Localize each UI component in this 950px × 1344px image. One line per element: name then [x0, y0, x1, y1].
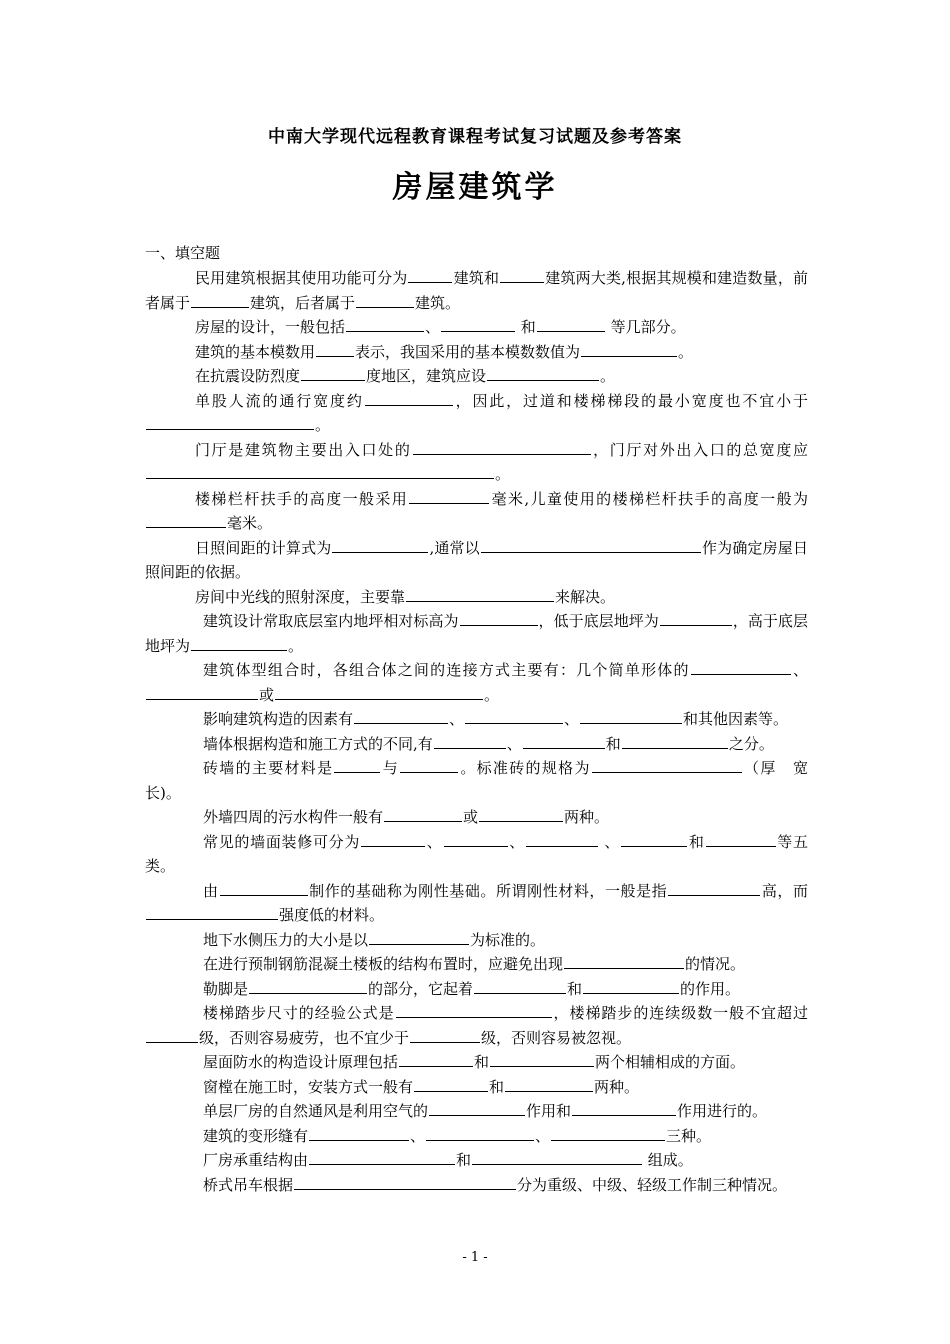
answer-blank: [660, 610, 732, 626]
question-text: 和: [688, 832, 705, 851]
question-text: 三种。: [666, 1126, 712, 1145]
question-text: 或: [259, 685, 275, 704]
answer-blank: [706, 831, 776, 847]
answer-blank: [332, 537, 428, 553]
question-item: [145, 487, 808, 536]
question-text: 建筑。: [415, 293, 461, 312]
answer-blank: [572, 1100, 676, 1116]
answer-blank: [537, 316, 605, 332]
answer-blank: [309, 1149, 455, 1165]
question-text: 制作的基础称为刚性基础。所谓刚性材料，一般是指: [308, 881, 668, 900]
question-text: 、: [410, 1126, 426, 1145]
question-item: [145, 438, 808, 487]
answer-blank: [249, 978, 367, 994]
question-item: [145, 1173, 808, 1198]
answer-blank: [369, 929, 469, 945]
answer-blank: [406, 586, 554, 602]
question-text: 。: [495, 465, 511, 483]
question-text: 门厅是建筑物主要出入口处的: [195, 440, 412, 459]
answer-blank: [400, 757, 458, 773]
answer-blank: [146, 684, 258, 700]
answer-blank: [434, 733, 506, 749]
question-text: 高，而: [761, 881, 808, 900]
answer-blank: [526, 831, 598, 847]
question-text: 级，否则容易疲劳，也不宜少于: [199, 1028, 410, 1047]
question-text: 和: [456, 1151, 472, 1169]
answer-blank: [691, 659, 791, 675]
question-text: 屋面防水的构造设计原理包括: [203, 1053, 399, 1071]
answer-blank: [346, 316, 424, 332]
question-text: 强度低的材料。: [279, 906, 385, 924]
question-text: 作为确定房屋日照间距的依据。: [145, 538, 808, 581]
question-text: 楼梯栏杆扶手的高度一般采用: [195, 489, 409, 508]
question-item: [145, 536, 808, 585]
question-item: [145, 1050, 808, 1075]
question-text: 在抗震设防烈度: [195, 367, 301, 385]
question-text: 表示，我国采用的基本模数数值为: [355, 342, 581, 361]
question-text: 。: [678, 342, 694, 361]
question-text: 厂房承重结构由: [203, 1151, 309, 1169]
question-item: [145, 1124, 808, 1149]
question-item: [145, 732, 808, 757]
question-item: [145, 805, 808, 830]
question-text: ,通常以: [429, 538, 480, 557]
question-text: ，因此，过道和楼梯梯段的最小宽度也不宜小于: [453, 391, 808, 410]
answer-blank: [191, 635, 287, 651]
document-title: 房屋建筑学: [392, 170, 558, 205]
answer-blank: [361, 831, 425, 847]
question-text: 和: [516, 318, 536, 336]
question-text: 等五类。: [145, 832, 808, 875]
answer-blank: [146, 1027, 198, 1043]
answer-blank: [460, 610, 538, 626]
answer-blank: [414, 1076, 488, 1092]
question-text: 外墙四周的污水构件一般有: [203, 808, 384, 826]
question-text: 窗樘在施工时，安装方式一般有: [203, 1077, 414, 1096]
question-item: [145, 364, 808, 389]
question-text: 两个相辅相成的方面。: [595, 1053, 746, 1071]
questions-list: [145, 266, 823, 1197]
answer-blank: [408, 267, 452, 283]
question-text: 和其他因素等。: [683, 710, 789, 728]
question-text: 在进行预制钢筋混凝土楼板的结构布置时，应避免出现: [203, 955, 564, 973]
question-text: 、: [508, 832, 525, 851]
question-text: 的部分，它起着: [368, 979, 474, 998]
question-text: 民用建筑根据其使用功能可分为: [195, 269, 408, 287]
question-item: [145, 340, 808, 365]
question-text: 单股人流的通行宽度约: [195, 391, 364, 410]
question-item: [145, 658, 808, 707]
question-item: [145, 928, 808, 953]
question-item: [145, 756, 823, 805]
page-number: - 1 -: [462, 1250, 488, 1265]
question-text: 勒脚是: [203, 979, 249, 998]
question-text: 和: [489, 1077, 505, 1096]
question-text: 楼梯踏步尺寸的经验公式是: [203, 1004, 395, 1022]
question-text: 级，否则容易被忽视。: [481, 1028, 632, 1047]
question-text: 、: [535, 1126, 551, 1145]
answer-blank: [301, 365, 365, 381]
question-text: 。: [600, 367, 616, 385]
question-text: 、: [426, 832, 443, 851]
question-item: [145, 707, 808, 732]
question-text: 房间中光线的照射深度，主要靠: [195, 587, 406, 606]
question-item: [145, 1001, 808, 1050]
question-text: 、: [598, 832, 621, 851]
answer-blank: [551, 1125, 665, 1141]
question-text: 建筑体型组合时，各组合体之间的连接方式主要有：几个简单形体的: [203, 661, 690, 679]
question-item: [145, 1099, 808, 1124]
question-text: 、: [449, 710, 465, 728]
question-text: 房屋的设计，一般包括: [195, 318, 346, 336]
answer-blank: [581, 341, 677, 357]
question-text: 地下水侧压力的大小是以: [203, 930, 369, 949]
question-item: [145, 266, 808, 315]
question-text: 影响建筑构造的因素有: [203, 710, 354, 728]
question-text: 由: [203, 881, 219, 900]
question-text: 和: [567, 979, 583, 998]
question-item: [145, 879, 808, 928]
question-text: 建筑两大类,根据其规模和建造数量，前者属于: [145, 269, 808, 312]
question-text: 建筑的变形缝有: [203, 1126, 309, 1145]
answer-blank: [354, 708, 448, 724]
section-heading: 一、填空题: [145, 244, 221, 262]
question-text: 、: [425, 318, 441, 336]
question-text: 来解决。: [555, 587, 616, 606]
answer-blank: [583, 978, 679, 994]
question-text: 两种。: [594, 1077, 640, 1096]
question-text: 度地区，建筑应设: [366, 367, 487, 385]
question-text: ，高于底层地坪为: [145, 612, 808, 655]
answer-blank: [668, 880, 760, 896]
question-item: [145, 389, 808, 438]
answer-blank: [441, 316, 515, 332]
question-text: ，低于底层地坪为: [538, 612, 659, 630]
answer-blank: [334, 757, 380, 773]
answer-blank: [146, 463, 494, 479]
answer-blank: [191, 292, 249, 308]
question-text: 和: [474, 1053, 490, 1071]
question-text: 分为重级、中级、轻级工作制三种情况。: [517, 1175, 788, 1194]
question-text: 的情况。: [685, 955, 746, 973]
question-text: 日照间距的计算式为: [195, 538, 332, 557]
question-text: ，门厅对外出入口的总宽度应: [591, 440, 808, 459]
question-text: 桥式吊车根据: [203, 1175, 294, 1194]
question-item: [145, 315, 808, 340]
answer-blank: [146, 414, 314, 430]
question-text: 毫米,儿童使用的楼梯栏杆扶手的高度一般为: [490, 489, 808, 508]
question-text: 的作用。: [680, 979, 741, 998]
question-text: 毫米。: [227, 514, 273, 532]
answer-blank: [621, 831, 687, 847]
answer-blank: [413, 439, 591, 455]
answer-blank: [474, 978, 566, 994]
question-item: [145, 585, 808, 610]
question-text: 或: [463, 808, 479, 826]
answer-blank: [396, 1002, 552, 1018]
question-item: [145, 1075, 808, 1100]
answer-blank: [426, 1125, 534, 1141]
question-text: 两种。: [564, 808, 610, 826]
answer-blank: [309, 1125, 409, 1141]
answer-blank: [316, 341, 354, 357]
question-text: 建筑设计常取底层室内地坪相对标高为: [203, 612, 459, 630]
question-text: 墙体根据构造和施工方式的不同,有: [203, 734, 433, 753]
answer-blank: [472, 1149, 642, 1165]
question-text: ，楼梯踏步的连续级数一般不宜超过: [552, 1004, 808, 1022]
question-text: 作用进行的。: [677, 1102, 768, 1120]
question-text: 之分。: [728, 734, 774, 753]
answer-blank: [384, 806, 462, 822]
question-text: 与: [381, 759, 400, 777]
question-text: 为标准的。: [470, 930, 546, 949]
answer-blank: [505, 1076, 593, 1092]
question-text: 、: [791, 661, 808, 679]
answer-blank: [294, 1174, 516, 1190]
question-item: [145, 830, 808, 879]
question-text: 砖墙的主要材料是: [203, 759, 334, 777]
answer-blank: [399, 1051, 473, 1067]
answer-blank: [523, 733, 605, 749]
question-text: 和: [605, 734, 621, 753]
answer-blank: [487, 365, 599, 381]
question-text: 单层厂房的自然通风是利用空气的: [203, 1102, 429, 1120]
answer-blank: [465, 708, 563, 724]
answer-blank: [365, 390, 453, 406]
question-text: 、: [506, 734, 522, 753]
question-text: 作用和: [526, 1102, 572, 1120]
document-header: 中南大学现代远程教育课程考试复习试题及参考答案: [268, 127, 682, 147]
question-text: 。: [288, 636, 304, 655]
answer-blank: [275, 684, 483, 700]
answer-blank: [500, 267, 544, 283]
answer-blank: [479, 806, 563, 822]
answer-blank: [580, 708, 682, 724]
question-text: （厚 宽 长)。: [145, 759, 823, 802]
answer-blank: [146, 904, 278, 920]
answer-blank: [409, 488, 489, 504]
question-text: 。: [484, 685, 500, 704]
answer-blank: [622, 733, 728, 749]
answer-blank: [146, 512, 226, 528]
answer-blank: [220, 880, 308, 896]
question-item: [145, 952, 808, 977]
question-text: 。: [315, 416, 331, 434]
answer-blank: [592, 757, 742, 773]
question-item: [145, 977, 808, 1002]
question-item: [145, 609, 808, 658]
answer-blank: [564, 953, 684, 969]
question-text: 常见的墙面装修可分为: [203, 832, 361, 851]
answer-blank: [444, 831, 508, 847]
answer-blank: [410, 1027, 480, 1043]
question-text: 建筑和: [453, 269, 500, 287]
question-text: 组成。: [643, 1151, 693, 1169]
question-item: [145, 1148, 808, 1173]
answer-blank: [481, 537, 701, 553]
question-text: 建筑的基本模数用: [195, 342, 316, 361]
question-text: 建筑，后者属于: [250, 293, 356, 312]
question-text: 、: [564, 710, 580, 728]
question-text: 。标准砖的规格为: [459, 759, 591, 777]
answer-blank: [429, 1100, 525, 1116]
answer-blank: [490, 1051, 594, 1067]
answer-blank: [356, 292, 414, 308]
question-text: 等几部分。: [605, 318, 686, 336]
